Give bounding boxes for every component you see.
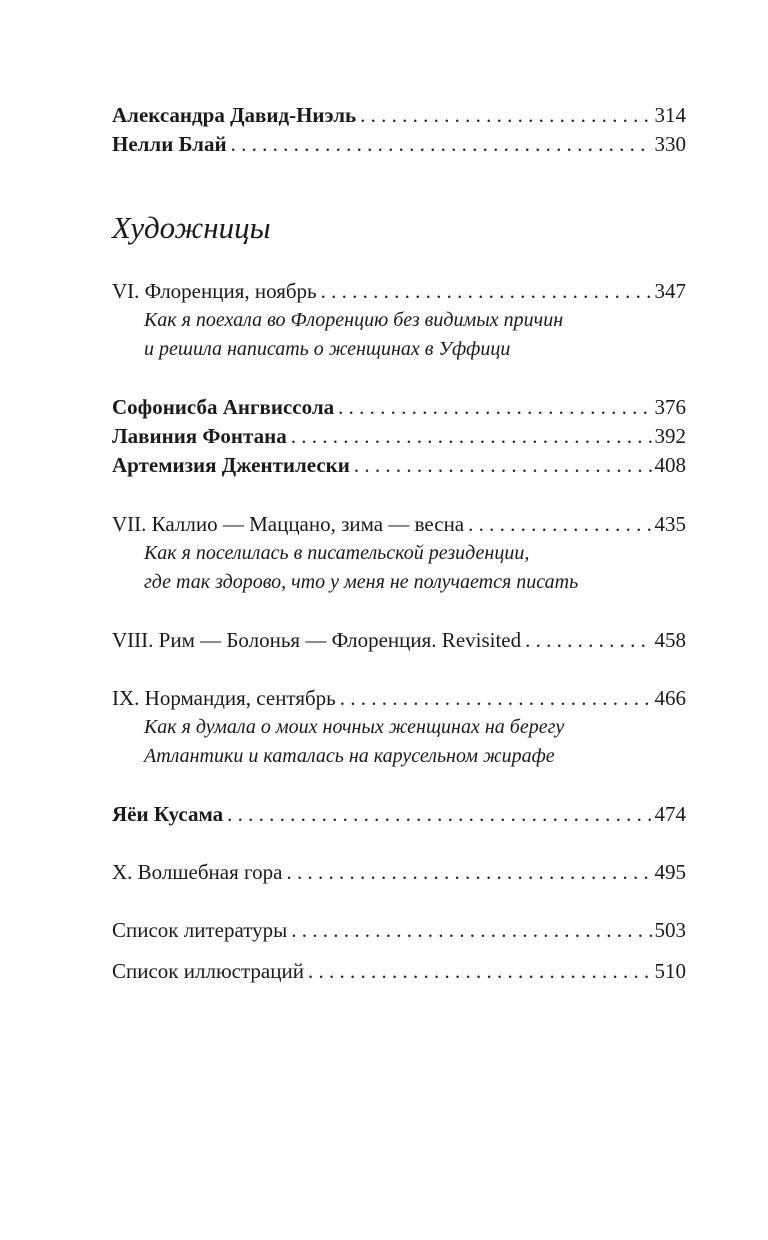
toc-entry-title: X. Волшебная гора: [112, 860, 283, 884]
toc-bibliography[interactable]: [112, 916, 686, 944]
dot-leader: [231, 130, 652, 158]
chapter-subtitle: Как я думала о моих ночных женщинах на берегу: [144, 716, 565, 738]
toc-entry-anguissola[interactable]: [112, 393, 686, 421]
dot-leader: [354, 451, 652, 479]
dot-leader: [227, 800, 651, 828]
toc-entry-title: Список иллюстраций: [112, 959, 304, 983]
toc-entry-page: 474: [654, 802, 686, 826]
toc-entry-title: Список литературы: [112, 918, 288, 942]
toc-chapter-ix[interactable]: [112, 684, 686, 712]
dot-leader: [468, 510, 651, 538]
dot-leader: [525, 626, 651, 654]
dot-leader: [291, 916, 651, 944]
chapter-subtitle: где так здорово, что у меня не получается писать: [144, 571, 579, 593]
toc-entry-fontana[interactable]: [112, 422, 686, 450]
chapter-subtitle: Как я поселилась в писательской резиденции,: [144, 542, 530, 564]
toc-entry-title: VI. Флоренция, ноябрь: [112, 279, 317, 303]
toc-entry-title: Нелли Блай: [112, 132, 227, 156]
toc-entry-page: 503: [654, 918, 686, 942]
dot-leader: [321, 277, 652, 305]
toc-entry-page: 458: [654, 628, 686, 652]
dot-leader: [360, 101, 651, 129]
toc-chapter-vi[interactable]: [112, 277, 686, 305]
toc-chapter-vii[interactable]: [112, 510, 686, 538]
toc-entry-bly[interactable]: [112, 130, 686, 158]
toc-entry-page: 314: [654, 103, 686, 127]
toc-chapter-viii[interactable]: [112, 626, 686, 654]
toc-entry-title: VII. Каллио — Маццано, зима — весна: [112, 512, 465, 536]
toc-illustrations[interactable]: [112, 957, 686, 985]
toc-entry-page: 466: [654, 686, 686, 710]
dot-leader: [308, 957, 652, 985]
toc-entry-david-neel[interactable]: [112, 101, 686, 129]
toc-entry-page: 510: [654, 959, 686, 983]
chapter-subtitle: и решила написать о женщинах в Уффици: [144, 338, 511, 360]
toc-entry-title: IX. Нормандия, сентябрь: [112, 686, 336, 710]
toc-entry-title: Софонисба Ангвиссола: [112, 395, 335, 419]
toc-entry-page: 495: [654, 860, 686, 884]
dot-leader: [291, 422, 652, 450]
toc-entry-title: Александра Давид-Ниэль: [112, 103, 357, 127]
toc-entry-title: Артемизия Джентилески: [112, 453, 350, 477]
toc-entry-title: Яёи Кусама: [112, 802, 224, 826]
toc-entry-page: 392: [654, 424, 686, 448]
table-of-contents: [112, 0, 686, 1240]
section-heading: Художницы: [112, 210, 271, 245]
toc-entry-page: 408: [654, 453, 686, 477]
toc-entry-kusama[interactable]: [112, 800, 686, 828]
toc-entry-title: Лавиния Фонтана: [112, 424, 287, 448]
dot-leader: [340, 684, 652, 712]
chapter-subtitle: Как я поехала во Флоренцию без видимых причин: [144, 309, 564, 331]
toc-entry-page: 435: [654, 512, 686, 536]
toc-chapter-x[interactable]: [112, 858, 686, 886]
toc-entry-page: 376: [654, 395, 686, 419]
chapter-subtitle: Атлантики и каталась на карусельном жирафе: [144, 745, 555, 767]
dot-leader: [286, 858, 651, 886]
toc-entry-page: 330: [654, 132, 686, 156]
toc-entry-page: 347: [654, 279, 686, 303]
toc-entry-gentileschi[interactable]: [112, 451, 686, 479]
dot-leader: [338, 393, 651, 421]
toc-entry-title: VIII. Рим — Болонья — Флоренция. Revisited: [112, 628, 522, 652]
